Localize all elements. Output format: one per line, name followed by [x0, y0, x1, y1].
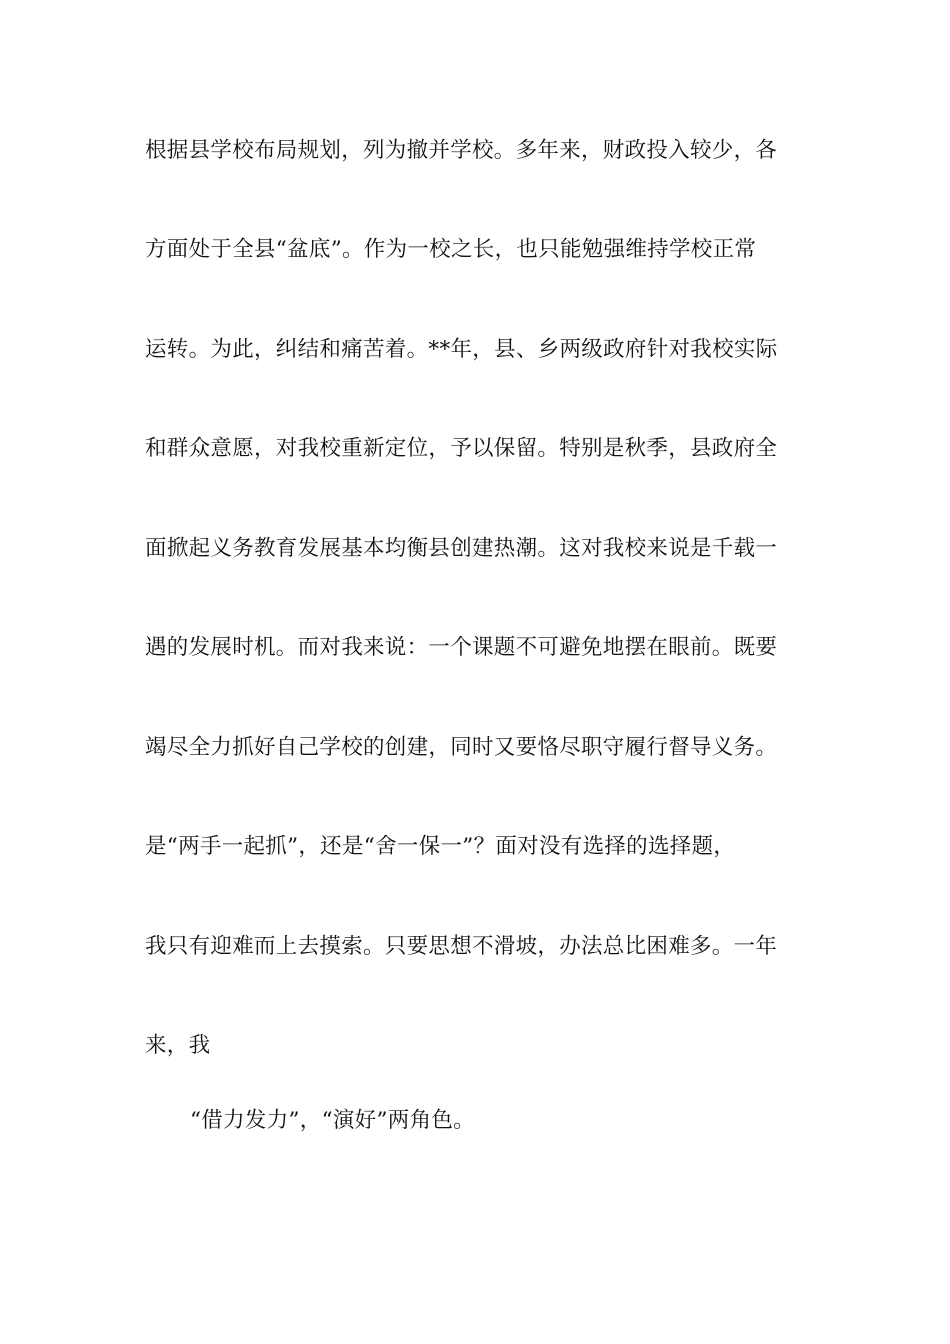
paragraph-line-2: 方面处于全县“盆底”。作为一校之长，也只能勉强维持学校正常	[145, 237, 757, 262]
paragraph-line-6: 遇的发展时机。而对我来说：一个课题不可避免地摆在眼前。既要	[145, 635, 778, 660]
section-heading: “借力发力”，“演好”两角色。	[190, 1108, 475, 1133]
paragraph-line-4: 和群众意愿，对我校重新定位，予以保留。特别是秋季，县政府全	[145, 436, 778, 461]
paragraph-line-5: 面掀起义务教育发展基本均衡县创建热潮。这对我校来说是千载一	[145, 536, 778, 561]
paragraph-line-10: 来，我	[145, 1033, 211, 1058]
paragraph-line-8: 是“两手一起抓”，还是“舍一保一”？面对没有选择的选择题，	[145, 834, 736, 859]
paragraph-line-7: 竭尽全力抓好自己学校的创建，同时又要恪尽职守履行督导义务。	[145, 735, 778, 760]
paragraph-line-1: 根据县学校布局规划，列为撤并学校。多年来，财政投入较少，各	[145, 138, 778, 163]
paragraph-line-9: 我只有迎难而上去摸索。只要思想不滑坡，办法总比困难多。一年	[145, 934, 778, 959]
paragraph-line-3: 运转。为此，纠结和痛苦着。**年，县、乡两级政府针对我校实际	[145, 337, 778, 362]
